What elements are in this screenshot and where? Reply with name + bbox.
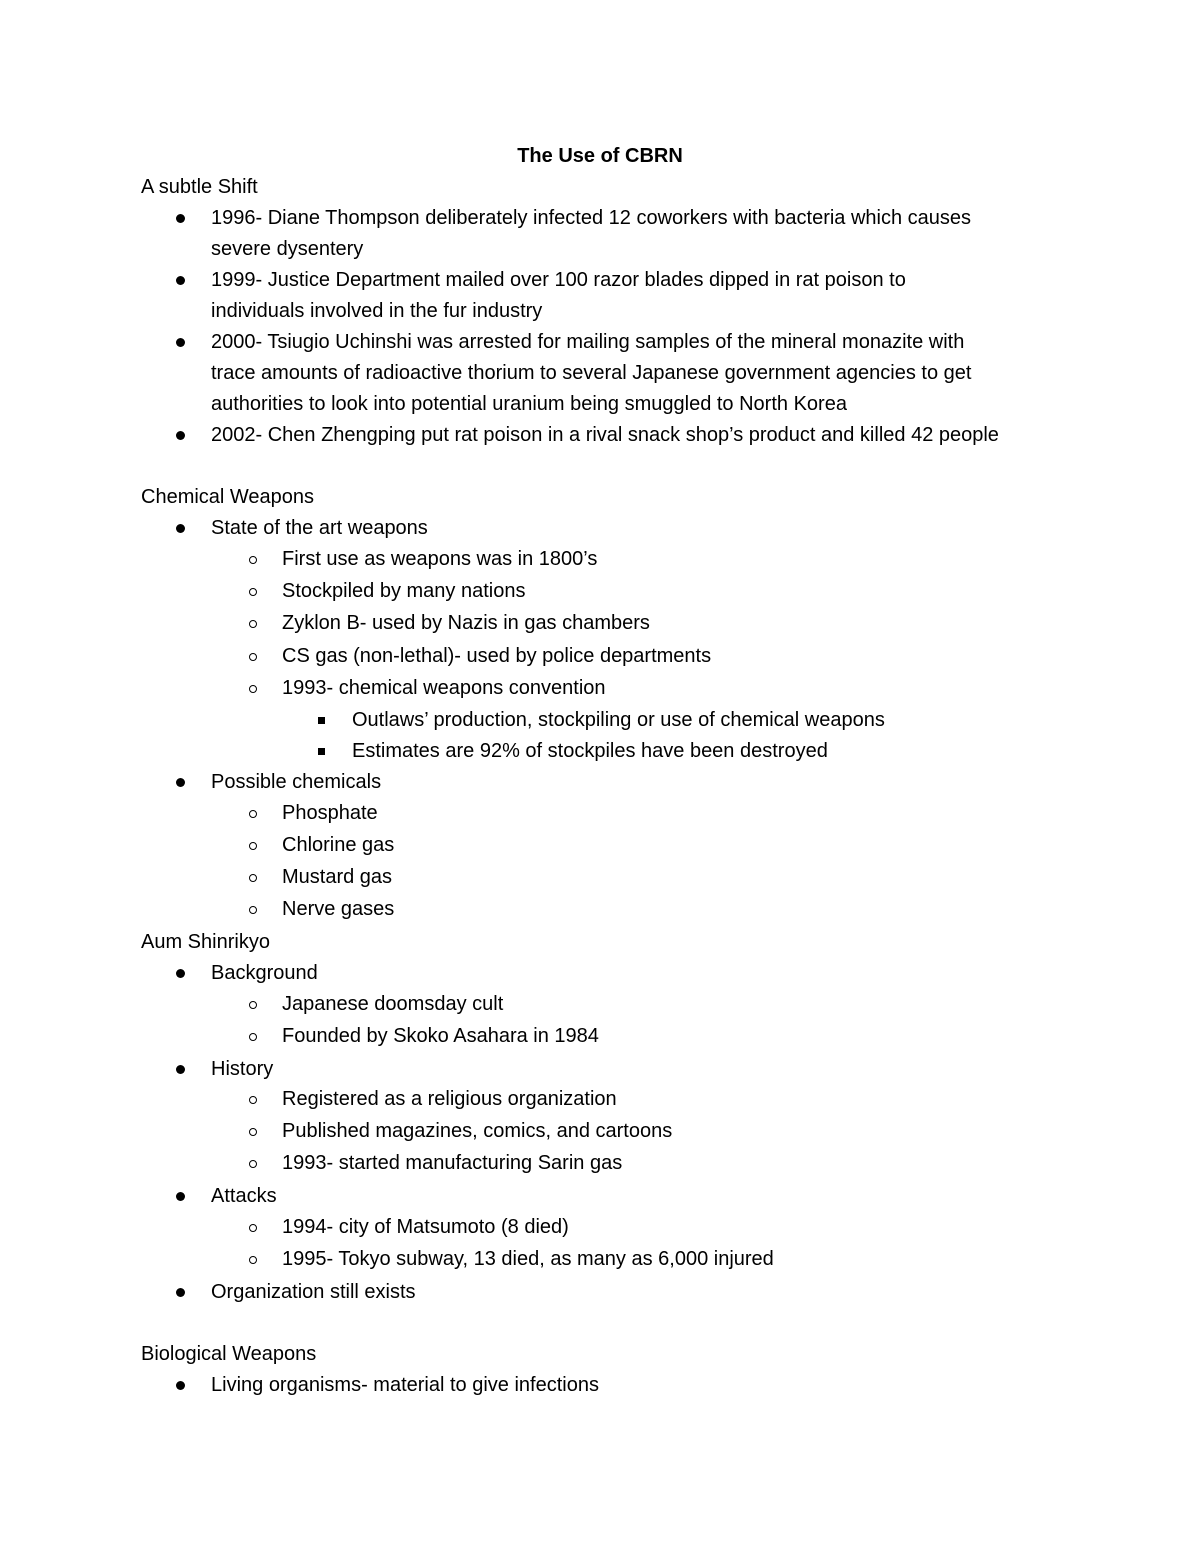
bullet-circle-icon: [249, 1096, 257, 1104]
section-heading-biological-weapons: Biological Weapons: [141, 1343, 317, 1365]
bullet-disc-icon: [176, 969, 185, 978]
list-item-text: Attacks: [211, 1185, 277, 1207]
section-heading-subtle-shift: A subtle Shift: [141, 176, 258, 198]
list-item-text: Phosphate: [282, 802, 378, 824]
bullet-circle-icon: [249, 1001, 257, 1009]
list-item-text: authorities to look into potential uranium being smuggled to North Korea: [211, 393, 847, 415]
list-item-text: Background: [211, 962, 318, 984]
bullet-circle-icon: [249, 1256, 257, 1264]
list-item-text: Zyklon B- used by Nazis in gas chambers: [282, 612, 650, 634]
list-item-text: severe dysentery: [211, 238, 364, 260]
list-item-text: Nerve gases: [282, 898, 395, 920]
list-item-text: First use as weapons was in 1800’s: [282, 548, 598, 570]
list-item-text: Chlorine gas: [282, 834, 395, 856]
list-item-text: History: [211, 1058, 274, 1080]
list-item-text: individuals involved in the fur industry: [211, 300, 543, 322]
list-item-text: 1993- started manufacturing Sarin gas: [282, 1152, 623, 1174]
bullet-disc-icon: [176, 338, 185, 347]
list-item-text: Founded by Skoko Asahara in 1984: [282, 1025, 599, 1047]
list-item-text: Registered as a religious organization: [282, 1088, 617, 1110]
list-item-text: Japanese doomsday cult: [282, 993, 504, 1015]
section-heading-chemical-weapons: Chemical Weapons: [141, 486, 315, 508]
bullet-circle-icon: [249, 620, 257, 628]
list-item-text: Outlaws’ production, stockpiling or use of chemical weapons: [352, 709, 885, 731]
bullet-disc-icon: [176, 276, 185, 285]
bullet-circle-icon: [249, 874, 257, 882]
list-item-text: Mustard gas: [282, 866, 393, 888]
section-heading-aum-shinrikyo: Aum Shinrikyo: [141, 931, 270, 953]
list-item-text: 1996- Diane Thompson deliberately infected 12 coworkers with bacteria which causes: [211, 207, 972, 229]
bullet-circle-icon: [249, 810, 257, 818]
list-item-text: 1999- Justice Department mailed over 100 razor blades dipped in rat poison to: [211, 269, 906, 291]
bullet-square-icon: [318, 717, 325, 724]
list-item-text: Stockpiled by many nations: [282, 580, 526, 602]
bullet-square-icon: [318, 748, 325, 755]
bullet-circle-icon: [249, 1128, 257, 1136]
bullet-circle-icon: [249, 1224, 257, 1232]
list-item-text: 2002- Chen Zhengping put rat poison in a rival snack shop’s product and killed 42 people: [211, 424, 999, 446]
bullet-disc-icon: [176, 1192, 185, 1201]
bullet-disc-icon: [176, 214, 185, 223]
bullet-disc-icon: [176, 1065, 185, 1074]
bullet-disc-icon: [176, 524, 185, 533]
bullet-circle-icon: [249, 685, 257, 693]
list-item-text: Possible chemicals: [211, 771, 382, 793]
bullet-circle-icon: [249, 556, 257, 564]
list-item-text: Living organisms- material to give infections: [211, 1374, 599, 1396]
list-item-text: State of the art weapons: [211, 517, 428, 539]
list-item-text: trace amounts of radioactive thorium to several Japanese government agencies to get: [211, 362, 972, 384]
list-item-text: 1995- Tokyo subway, 13 died, as many as 6,000 injured: [282, 1248, 774, 1270]
bullet-disc-icon: [176, 778, 185, 787]
document-title: The Use of CBRN: [517, 145, 683, 167]
bullet-circle-icon: [249, 842, 257, 850]
bullet-circle-icon: [249, 1160, 257, 1168]
bullet-circle-icon: [249, 906, 257, 914]
list-item-text: 1993- chemical weapons convention: [282, 677, 606, 699]
bullet-circle-icon: [249, 653, 257, 661]
list-item-text: 2000- Tsiugio Uchinshi was arrested for mailing samples of the mineral monazite with: [211, 331, 965, 353]
bullet-disc-icon: [176, 1381, 185, 1390]
bullet-circle-icon: [249, 588, 257, 596]
list-item-text: Organization still exists: [211, 1281, 416, 1303]
bullet-disc-icon: [176, 431, 185, 440]
bullet-disc-icon: [176, 1288, 185, 1297]
list-item-text: Published magazines, comics, and cartoons: [282, 1120, 673, 1142]
list-item-text: 1994- city of Matsumoto (8 died): [282, 1216, 569, 1238]
list-item-text: Estimates are 92% of stockpiles have been destroyed: [352, 740, 828, 762]
list-item-text: CS gas (non-lethal)- used by police departments: [282, 645, 712, 667]
bullet-circle-icon: [249, 1033, 257, 1041]
